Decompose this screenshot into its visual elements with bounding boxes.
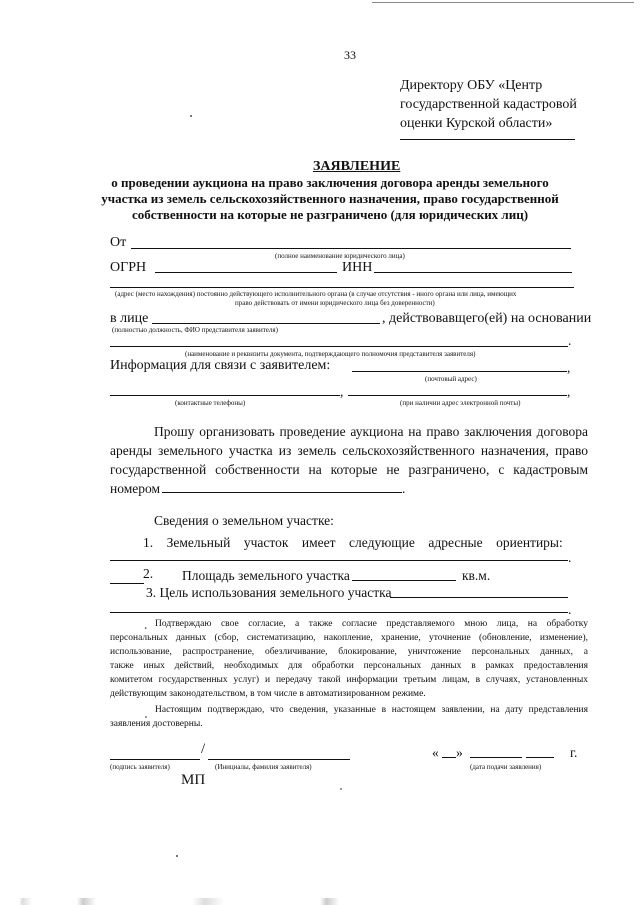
- request-line-3: государственной собственности на которые не разграничено, с кадастровым: [110, 462, 588, 477]
- email-input-line[interactable]: [348, 395, 567, 396]
- from-input-line[interactable]: [131, 248, 571, 249]
- postal-input-line[interactable]: [352, 371, 567, 372]
- initials-input-line[interactable]: [208, 759, 350, 760]
- land-item-1: 1. Земельный участок имеет следующие адресные ориентиры:: [143, 535, 563, 550]
- page-number: 33: [344, 48, 356, 62]
- date-day-input-line[interactable]: [442, 757, 456, 758]
- inn-input-line[interactable]: [374, 272, 572, 273]
- consent-line-4: также иных действий, необходимых для обработки персональных данных в рамках предоставления: [110, 661, 588, 671]
- ogrn-label: ОГРН: [110, 260, 147, 275]
- land-item-3: 3. Цель использования земельного участка: [146, 585, 392, 600]
- person-label: в лице: [110, 311, 149, 326]
- document-title: ЗАЯВЛЕНИЕ: [313, 159, 401, 174]
- from-label: От: [110, 235, 127, 250]
- request-end: .: [402, 481, 406, 496]
- land-item-2-num: 2.: [143, 566, 154, 581]
- confirm-line-1: Настоящим подтверждаю, что сведения, указанные в настоящем заявлении, на дату представления: [155, 705, 588, 715]
- acting-label: , действовавщего(ей) на основании: [382, 311, 592, 326]
- postal-hint: (почтовый адрес): [425, 375, 477, 383]
- phones-comma: ,: [340, 384, 344, 399]
- address-hint-2: право действовать от имени юридического лица без доверенности): [235, 299, 435, 307]
- cadastral-input-line[interactable]: [162, 492, 402, 493]
- date-month-input-line[interactable]: [470, 757, 522, 758]
- address-hint-1: (адрес (место нахождения) постоянно действующего исполнительного органа (в случае отсутствия - иного органа или лица, имеющих: [115, 290, 517, 298]
- addressee-signature-line: [400, 139, 575, 140]
- addressee-line-3: оценки Курской области»: [400, 116, 553, 131]
- scan-speck: [340, 788, 342, 790]
- contact-label: Информация для связи с заявителем:: [110, 358, 331, 373]
- basis-end: .: [568, 333, 572, 348]
- consent-line-2: персональных данных (сбор, систематизацию, накопление, хранение, уточнение (обновление, изменение),: [110, 633, 588, 643]
- phones-hint: (контактные телефоны): [175, 399, 246, 407]
- request-line-1: Прошу организовать проведение аукциона на право заключения договора: [154, 424, 588, 439]
- signature-input-line[interactable]: [110, 759, 200, 760]
- address-input-line[interactable]: [110, 287, 574, 288]
- subtitle-line-1: о проведении аукциона на право заключения договора аренды земельного: [111, 175, 549, 190]
- scan-speck: [176, 855, 178, 857]
- land-item-2-label: Площадь земельного участка: [182, 568, 350, 583]
- confirm-line-2: заявления достоверны.: [110, 719, 203, 729]
- scan-speck: [190, 115, 192, 117]
- land-heading: Сведения о земельном участке:: [154, 513, 334, 528]
- land-purpose-end: .: [568, 602, 572, 617]
- land-area-underline: [110, 583, 144, 584]
- basis-hint: (наименование и реквизиты документа, подтверждающего полномочия представителя заявителя): [185, 350, 476, 358]
- inn-label: ИНН: [342, 260, 373, 275]
- land-address-input-line[interactable]: [110, 560, 568, 561]
- date-open-quote: «: [432, 745, 439, 760]
- date-year-suffix: г.: [570, 745, 578, 760]
- consent-mark: ¸: [144, 620, 148, 630]
- consent-line-5: комитетом государственных услуг) и передачу такой информации третьим лицам, в случаях, установленных: [110, 675, 588, 685]
- land-area-input-line[interactable]: [352, 580, 456, 581]
- signature-hint: (подпись заявителя): [110, 763, 170, 771]
- postal-comma: ,: [567, 360, 571, 375]
- scan-edge-line: [372, 2, 634, 3]
- request-line-2: аренды земельного участка из земель сельскохозяйственного назначения, право: [110, 443, 588, 458]
- person-input-line[interactable]: [152, 323, 380, 324]
- date-hint: (дата подачи заявления): [470, 763, 542, 771]
- basis-input-line[interactable]: [110, 346, 568, 347]
- request-line-4: номером: [110, 481, 161, 496]
- addressee-line-1: Директору ОБУ «Центр: [400, 78, 543, 93]
- addressee-line-2: государственной кадастровой: [400, 97, 577, 112]
- date-year-input-line[interactable]: [526, 757, 554, 758]
- consent-line-1: Подтверждаю свое согласие, а также согласие представляемого мною лица, на обработку: [155, 619, 588, 629]
- land-purpose-input-line-2[interactable]: [110, 612, 568, 613]
- consent-line-6: действующим законодательством, в том числе в автоматизированном режиме.: [110, 689, 426, 699]
- person-hint: (полностью должность, ФИО представителя заявителя): [112, 326, 278, 334]
- phones-input-line[interactable]: [110, 395, 340, 396]
- scan-speck: [145, 716, 147, 718]
- signature-slash: /: [201, 741, 206, 757]
- initials-hint: (Инициалы, фамилия заявителя): [215, 763, 312, 771]
- land-address-end: .: [568, 550, 572, 565]
- consent-line-3: использование, распространение, обезличивание, блокирование, уничтожение персональных данных, а: [110, 647, 588, 657]
- subtitle-line-3: собственности на которые не разграничено (для юридических лиц): [131, 207, 529, 222]
- email-comma: ,: [567, 384, 571, 399]
- subtitle-line-2: участка из земель сельскохозяйственного назначения, право государственной: [101, 191, 559, 206]
- stamp-placeholder: МП: [181, 772, 206, 788]
- ogrn-input-line[interactable]: [155, 272, 337, 273]
- date-close-quote: »: [456, 745, 463, 760]
- land-item-2-unit: кв.м.: [462, 568, 491, 583]
- from-hint: (полное наименование юридического лица): [275, 252, 405, 260]
- land-purpose-input-line[interactable]: [390, 597, 568, 598]
- email-hint: (при наличии адрес электронной почты): [400, 399, 521, 407]
- scan-bottom-edge: [0, 898, 640, 905]
